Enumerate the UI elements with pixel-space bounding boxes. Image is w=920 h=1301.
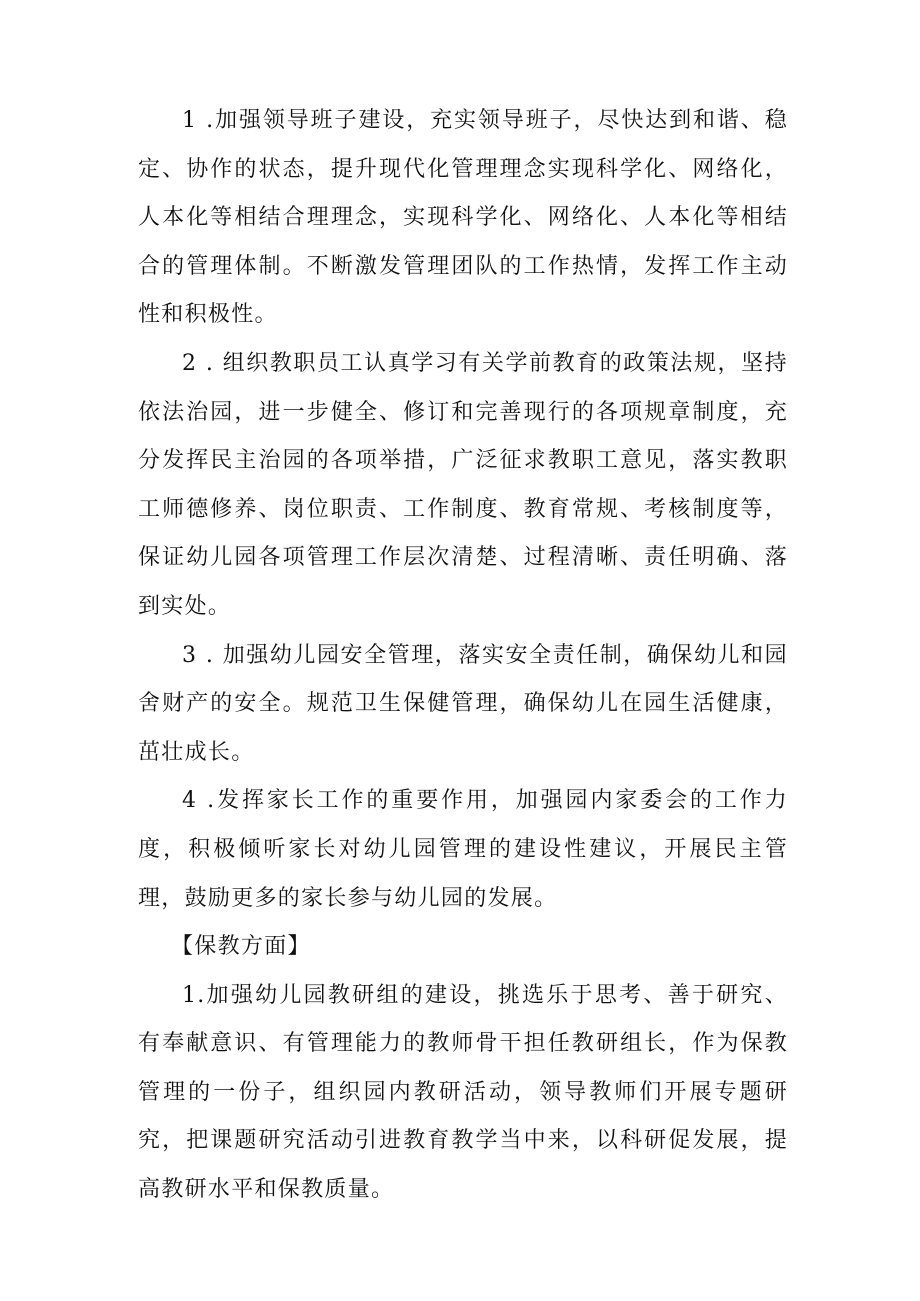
paragraph-4: 4 .发挥家长工作的重要作用，加强园内家委会的工作力度，积极倾听家长对幼儿园管理的建设性建议，开展民主管理，鼓励更多的家长参与幼儿园的发展。 — [138, 788, 788, 911]
document-body — [138, 97, 788, 1215]
paragraph-2: 2 . 组织教职员工认真学习有关学前教育的政策法规，坚持依法治园，进一步健全、修订和完善现行的各项规章制度，充分发挥民主治园的各项举措，广泛征求教职工意见，落实教职工师德修养、岗位职责、工作制度、教育常规、考核制度等，保证幼儿园各项管理工作层次清楚、过程清晰、责任明确、落到实处。 — [138, 350, 788, 619]
section-heading: 【保教方面】 — [171, 934, 311, 960]
section-paragraph-1: 1.加强幼儿园教研组的建设，挑选乐于思考、善于研究、有奉献意识、有管理能力的教师骨干担任教研组长，作为保教管理的一份子，组织园内教研活动，领导教师们开展专题研究，把课题研究活动引进教育教学当中来，以科研促发展，提高教研水平和保教质量。 — [138, 982, 788, 1203]
paragraph-3: 3 . 加强幼儿园安全管理，落实安全责任制，确保幼儿和园舍财产的安全。规范卫生保健管理，确保幼儿在园生活健康，茁壮成长。 — [138, 642, 788, 765]
paragraph-1: 1 .加强领导班子建设，充实领导班子，尽快达到和谐、稳定、协作的状态，提升现代化管理理念实现科学化、网络化，人本化等相结合理理念，实现科学化、网络化、人本化等相结合的管理体制。不断激发管理团队的工作热情，发挥工作主动性和积极性。 — [138, 108, 788, 328]
